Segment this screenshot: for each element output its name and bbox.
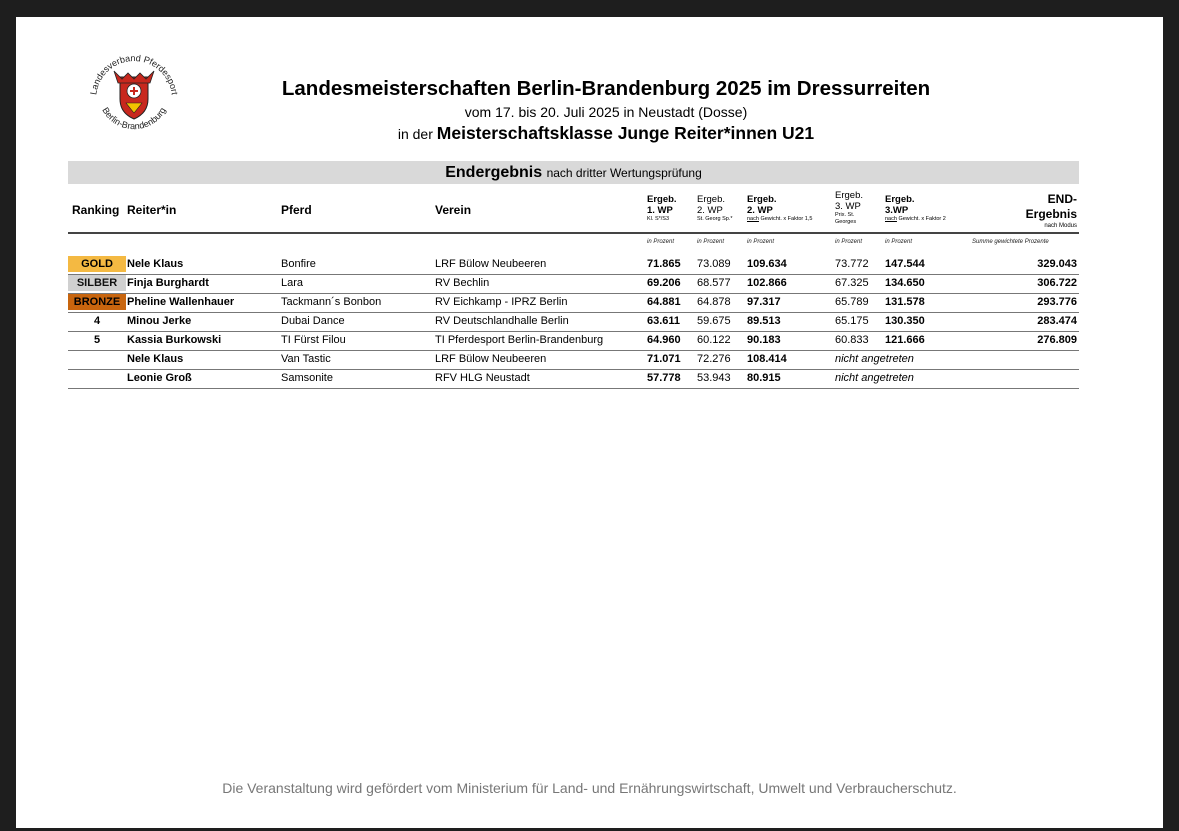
header-wp3w-nach: nach [885, 216, 897, 222]
club-name: LRF Bülow Neubeeren [435, 258, 547, 270]
document-title: Landesmeisterschaften Berlin-Brandenburg 2025 im Dressurreiten [281, 77, 931, 100]
header-wp2-line2: 2. WP [697, 205, 723, 216]
score-end-result: 276.809 [1037, 334, 1077, 346]
rank-badge: BRONZE [68, 294, 126, 310]
score-end-result: 306.722 [1037, 277, 1077, 289]
club-name: TI Pferdesport Berlin-Brandenburg [435, 334, 604, 346]
table-row [68, 312, 1079, 332]
score-wp1: 64.960 [647, 334, 681, 346]
rank-badge: SILBER [68, 275, 126, 291]
header-wp3w-factor: Gewicht. x Faktor 2 [898, 216, 946, 222]
horse-name: Samsonite [281, 372, 333, 384]
score-wp3: 73.772 [835, 258, 869, 270]
club-name: RFV HLG Neustadt [435, 372, 530, 384]
band-title: Endergebnis [445, 164, 543, 181]
club-name: LRF Bülow Neubeeren [435, 353, 547, 365]
header-end-line2: Ergebnis [1025, 207, 1077, 221]
header-wp2w-line2: 2. WP [747, 205, 773, 216]
rank-badge: 4 [93, 315, 101, 327]
header-wp3-weighted [885, 194, 946, 223]
eagle-shield-icon [114, 71, 154, 119]
score-wp2-weighted: 108.414 [747, 353, 787, 365]
unit-wp2: in Prozent [697, 239, 725, 245]
header-wp2-line1: Ergeb. [697, 194, 725, 205]
logo-text-bottom: Berlin-Brandenburg [100, 105, 168, 132]
table-row [68, 293, 1079, 313]
score-wp3: 60.833 [835, 334, 869, 346]
score-wp2: 53.943 [697, 372, 731, 384]
score-wp3: nicht angetreten [835, 372, 914, 384]
rank-badge: 5 [93, 334, 101, 346]
score-wp2-weighted: 80.915 [747, 372, 781, 384]
rider-name: Pheline Wallenhauer [127, 296, 235, 308]
score-wp3-weighted: 131.578 [885, 296, 925, 308]
header-wp2-test: St. Georg Sp.* [697, 216, 733, 222]
header-wp3-test2: Georges [835, 219, 857, 225]
header-wp2w-nach: nach [747, 216, 759, 222]
header-wp3 [835, 190, 863, 226]
score-wp3-weighted: 121.666 [885, 334, 925, 346]
header-ranking: Ranking [72, 203, 120, 217]
event-dates: vom 17. bis 20. Juli 2025 in Neustadt (Dosse) [464, 104, 748, 120]
header-wp1-line2: 1. WP [647, 205, 673, 216]
result-band [68, 161, 1079, 184]
score-wp1: 71.865 [647, 258, 681, 270]
header-wp1-test: Kl. S*/S3 [647, 216, 670, 222]
rank-badge [68, 351, 126, 367]
score-wp3-weighted: 134.650 [885, 277, 925, 289]
table-row [68, 274, 1079, 294]
header-divider [68, 232, 1079, 234]
rider-name: Kassia Burkowski [127, 334, 222, 346]
band-subtitle: nach dritter Wertungsprüfung [546, 166, 702, 180]
score-wp2: 60.122 [697, 334, 731, 346]
unit-wp1: in Prozent [647, 239, 675, 245]
club-name: RV Bechlin [435, 277, 490, 289]
score-wp2: 73.089 [697, 258, 731, 270]
funding-notice: Die Veranstaltung wird gefördert vom Ministerium für Land- und Ernährungswirtschaft, Umwelt und Verbraucherschutz. [222, 780, 957, 796]
unit-sum: Summe gewichtete Prozente [972, 239, 1049, 245]
rider-name: Finja Burghardt [127, 277, 209, 289]
horse-name: Dubai Dance [281, 315, 345, 327]
score-wp3-weighted: 130.350 [885, 315, 925, 327]
table-row [68, 331, 1079, 351]
club-name: RV Eichkamp - IPRZ Berlin [435, 296, 568, 308]
header-wp3w-line2: 3.WP [885, 205, 909, 216]
rank-badge: GOLD [68, 256, 126, 272]
score-wp3: 67.325 [835, 277, 869, 289]
table-row [68, 369, 1079, 389]
club-name: RV Deutschlandhalle Berlin [435, 315, 569, 327]
association-logo [84, 47, 184, 147]
header-end-line1: END- [1047, 192, 1077, 206]
header-end-mode: nach Modus [1044, 223, 1077, 229]
unit-wp3w: in Prozent [885, 239, 913, 245]
score-end-result: 293.776 [1037, 296, 1077, 308]
class-name: Meisterschaftsklasse Junge Reiter*innen U21 [436, 123, 815, 143]
horse-name: Van Tastic [281, 353, 331, 365]
score-wp2-weighted: 97.317 [747, 296, 781, 308]
header-wp2w-factor: Gewicht. x Faktor 1,5 [760, 216, 813, 222]
horse-name: Tackmann´s Bonbon [281, 296, 382, 308]
rider-name: Minou Jerke [127, 315, 192, 327]
logo-text-top: Landesverband Pferdesport [88, 52, 180, 96]
header-wp1-line1: Ergeb. [647, 194, 677, 205]
header-rider: Reiter*in [127, 203, 177, 217]
header-wp1 [647, 194, 677, 223]
score-wp2-weighted: 89.513 [747, 315, 781, 327]
score-wp1: 69.206 [647, 277, 681, 289]
score-wp3: nicht angetreten [835, 353, 914, 365]
score-wp3: 65.175 [835, 315, 869, 327]
score-wp2-weighted: 102.866 [747, 277, 787, 289]
header-club: Verein [435, 203, 472, 217]
score-wp2: 72.276 [697, 353, 731, 365]
header-wp3w-line1: Ergeb. [885, 194, 915, 205]
document-page [16, 17, 1163, 828]
unit-wp2w: in Prozent [747, 239, 775, 245]
score-wp3-weighted: 147.544 [885, 258, 925, 270]
class-prefix: in der [397, 126, 433, 142]
unit-wp3: in Prozent [835, 239, 863, 245]
header-wp2w-line1: Ergeb. [747, 194, 777, 205]
header-wp2-weighted [747, 194, 812, 223]
competition-class [176, 123, 1036, 144]
score-wp2-weighted: 109.634 [747, 258, 787, 270]
header-wp3-test1: Prix. St. [835, 212, 855, 218]
horse-name: TI Fürst Filou [281, 334, 346, 346]
score-end-result: 329.043 [1037, 258, 1077, 270]
horse-name: Bonfire [281, 258, 316, 270]
horse-name: Lara [281, 277, 304, 289]
rider-name: Leonie Groß [127, 372, 192, 384]
score-wp1: 71.071 [647, 353, 681, 365]
header-wp3-line1: Ergeb. [835, 190, 863, 201]
rider-name: Nele Klaus [127, 258, 184, 270]
score-wp1: 63.611 [647, 315, 681, 327]
score-wp2: 68.577 [697, 277, 731, 289]
score-wp2: 64.878 [697, 296, 731, 308]
header-horse: Pferd [281, 203, 312, 217]
score-wp2-weighted: 90.183 [747, 334, 781, 346]
score-wp1: 57.778 [647, 372, 681, 384]
rider-name: Nele Klaus [127, 353, 184, 365]
header-wp3-line2: 3. WP [835, 201, 861, 212]
score-wp1: 64.881 [647, 296, 681, 308]
score-end-result: 283.474 [1037, 315, 1077, 327]
rank-badge [68, 370, 126, 386]
header-end-result [1026, 192, 1077, 230]
header-wp2 [697, 194, 732, 223]
score-wp2: 59.675 [697, 315, 731, 327]
score-wp3: 65.789 [835, 296, 869, 308]
table-row [68, 350, 1079, 370]
table-row [68, 255, 1079, 275]
